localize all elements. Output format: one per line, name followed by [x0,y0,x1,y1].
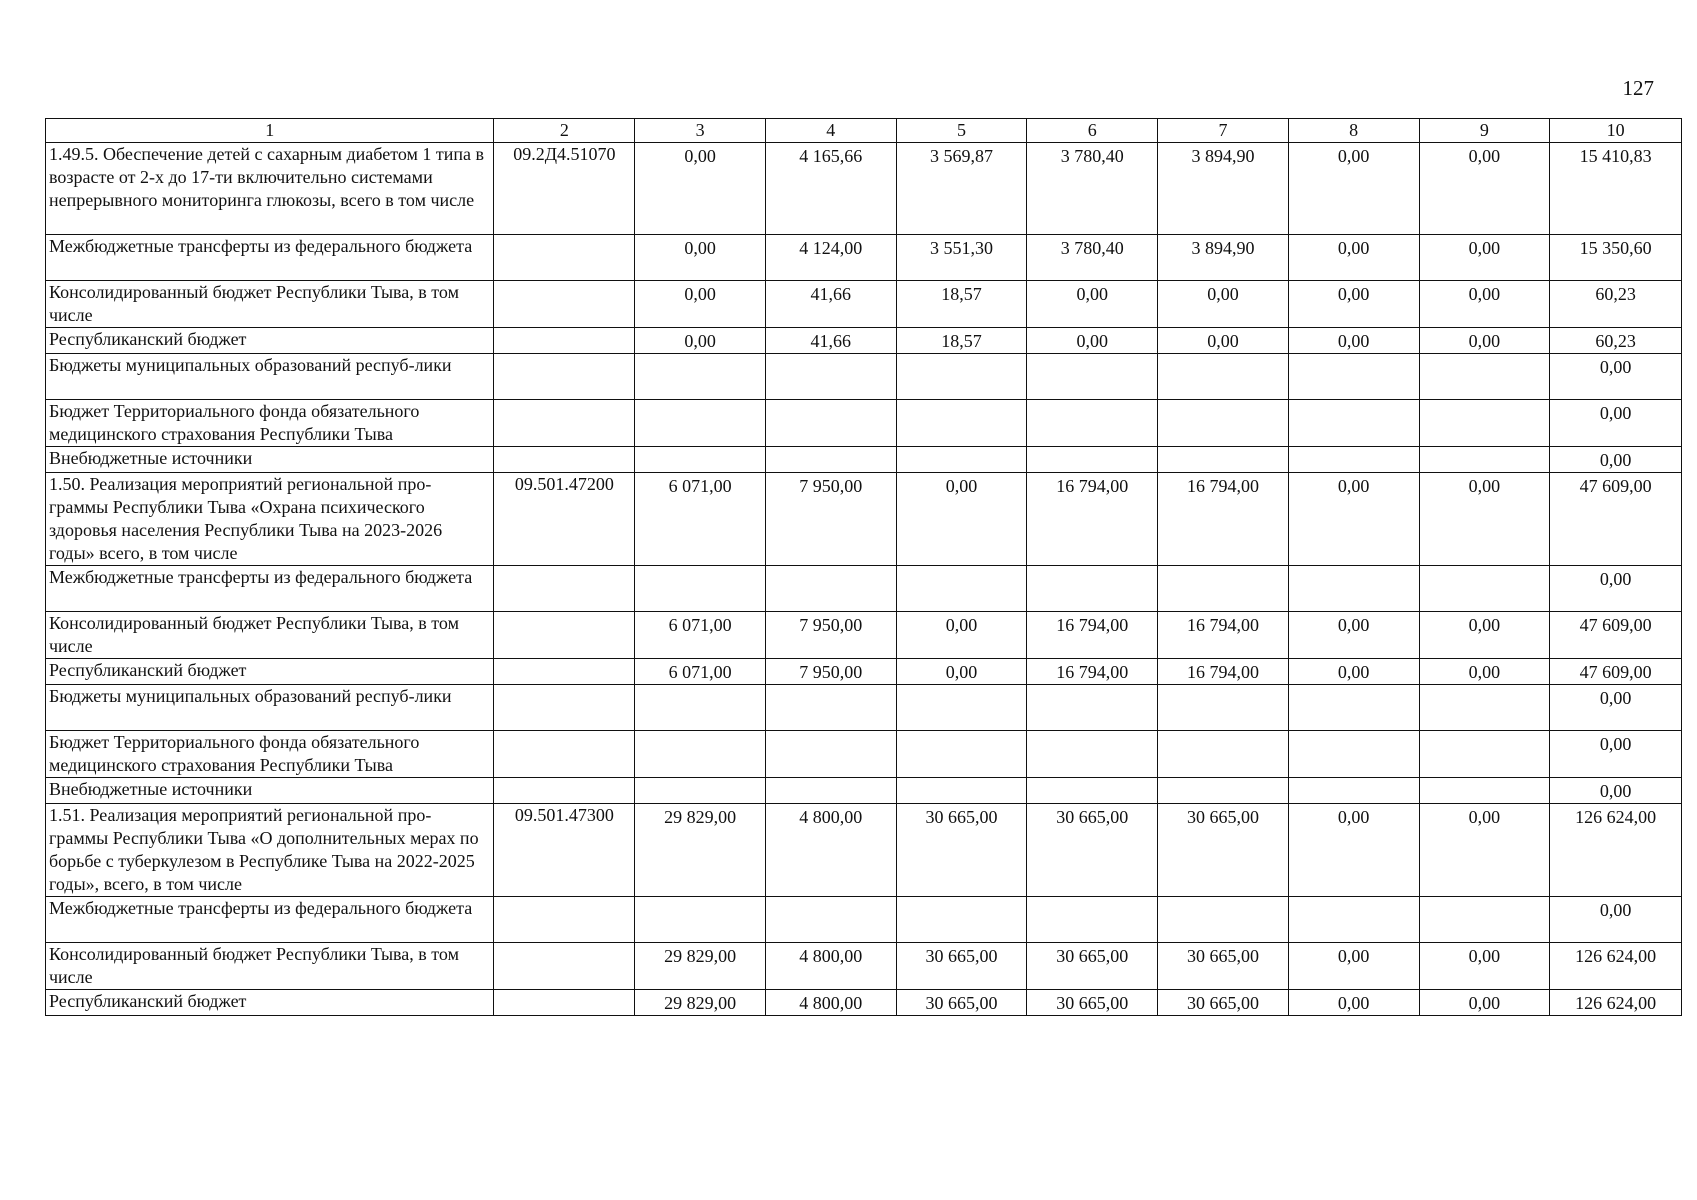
value-cell [1419,400,1550,447]
budget-code [494,281,635,328]
value-cell: 0,00 [635,235,766,281]
value-cell: 30 665,00 [896,943,1027,990]
value-cell [765,354,896,400]
value-cell [1419,778,1550,804]
value-cell [1158,354,1289,400]
table-row [46,235,1682,281]
value-cell [765,685,896,731]
value-cell: 4 800,00 [765,990,896,1016]
table-row [46,354,1682,400]
value-cell [765,566,896,612]
value-cell: 30 665,00 [896,990,1027,1016]
value-cell [896,778,1027,804]
row-label: 1.49.5. Обеспечение детей с сахарным диабетом 1 типа в возрасте от 2-х до 17-ти включительно системами непрерывного мониторинга глюкозы, всего в том числе [46,143,494,235]
table-row [46,897,1682,943]
value-cell [1419,897,1550,943]
value-cell [1027,897,1158,943]
column-header: 6 [1027,119,1158,143]
value-cell: 0,00 [1550,566,1682,612]
row-label: Внебюджетные источники [46,447,494,473]
budget-code [494,897,635,943]
value-cell [765,400,896,447]
value-cell: 0,00 [635,328,766,354]
budget-code: 09.501.47200 [494,473,635,566]
value-cell [1027,447,1158,473]
value-cell: 0,00 [1550,897,1682,943]
value-cell [1419,354,1550,400]
value-cell: 18,57 [896,328,1027,354]
value-cell [1027,731,1158,778]
value-cell [1158,731,1289,778]
value-cell [1027,400,1158,447]
value-cell [635,731,766,778]
value-cell [1027,566,1158,612]
value-cell: 30 665,00 [1158,943,1289,990]
budget-code [494,566,635,612]
value-cell: 60,23 [1550,281,1682,328]
budget-code [494,943,635,990]
value-cell: 4 124,00 [765,235,896,281]
row-label: Республиканский бюджет [46,659,494,685]
row-label: Межбюджетные трансферты из федерального бюджета [46,235,494,281]
value-cell [635,778,766,804]
value-cell: 7 950,00 [765,659,896,685]
budget-code [494,612,635,659]
column-header: 4 [765,119,896,143]
value-cell: 0,00 [1419,943,1550,990]
column-header: 9 [1419,119,1550,143]
row-label: 1.51. Реализация мероприятий региональной про-граммы Республики Тыва «О дополнительных мерах по борьбе с туберкулезом в Республике Тыва на 2022-2025 годы», всего, в том числе [46,804,494,897]
table-row [46,473,1682,566]
value-cell: 0,00 [1419,804,1550,897]
budget-code [494,731,635,778]
value-cell: 0,00 [1288,281,1419,328]
value-cell [896,400,1027,447]
value-cell [896,354,1027,400]
table-row [46,612,1682,659]
value-cell [635,685,766,731]
table-row [46,447,1682,473]
value-cell: 0,00 [1419,612,1550,659]
table-row [46,778,1682,804]
value-cell [1027,778,1158,804]
value-cell: 6 071,00 [635,612,766,659]
row-label: Консолидированный бюджет Республики Тыва, в том числе [46,612,494,659]
budget-code [494,328,635,354]
value-cell [1288,778,1419,804]
value-cell [635,897,766,943]
value-cell [1288,731,1419,778]
row-label: Бюджеты муниципальных образований респуб-лики [46,685,494,731]
value-cell: 16 794,00 [1158,659,1289,685]
table-body [46,143,1682,1016]
value-cell [1419,447,1550,473]
value-cell: 30 665,00 [1158,990,1289,1016]
value-cell: 0,00 [1550,731,1682,778]
budget-code: 09.2Д4.51070 [494,143,635,235]
value-cell: 0,00 [1288,473,1419,566]
table-row [46,566,1682,612]
value-cell [896,731,1027,778]
value-cell [896,897,1027,943]
value-cell: 0,00 [1288,990,1419,1016]
table-row [46,143,1682,235]
value-cell: 0,00 [1288,328,1419,354]
table-row [46,731,1682,778]
row-label: Бюджет Территориального фонда обязательного медицинского страхования Республики Тыва [46,731,494,778]
value-cell: 6 071,00 [635,473,766,566]
value-cell: 16 794,00 [1027,659,1158,685]
value-cell: 0,00 [1027,281,1158,328]
value-cell: 16 794,00 [1158,473,1289,566]
value-cell [765,778,896,804]
budget-code [494,778,635,804]
row-label: Консолидированный бюджет Республики Тыва, в том числе [46,943,494,990]
value-cell: 0,00 [635,143,766,235]
value-cell: 30 665,00 [1027,990,1158,1016]
value-cell: 0,00 [896,659,1027,685]
column-header: 5 [896,119,1027,143]
row-label: Республиканский бюджет [46,990,494,1016]
value-cell [635,400,766,447]
value-cell: 30 665,00 [896,804,1027,897]
value-cell: 0,00 [1419,473,1550,566]
budget-code [494,685,635,731]
value-cell [765,731,896,778]
table-row [46,804,1682,897]
value-cell [1027,354,1158,400]
value-cell: 0,00 [1550,400,1682,447]
budget-code: 09.501.47300 [494,804,635,897]
value-cell [1158,566,1289,612]
value-cell: 16 794,00 [1027,473,1158,566]
table-row [46,328,1682,354]
value-cell [1288,354,1419,400]
value-cell: 30 665,00 [1158,804,1289,897]
value-cell: 60,23 [1550,328,1682,354]
column-header: 1 [46,119,494,143]
value-cell [1288,566,1419,612]
row-label: Республиканский бюджет [46,328,494,354]
value-cell: 30 665,00 [1027,943,1158,990]
value-cell [1288,447,1419,473]
value-cell: 7 950,00 [765,473,896,566]
column-header: 8 [1288,119,1419,143]
value-cell [635,354,766,400]
value-cell: 7 950,00 [765,612,896,659]
value-cell: 126 624,00 [1550,943,1682,990]
value-cell: 41,66 [765,281,896,328]
value-cell: 0,00 [1419,143,1550,235]
value-cell [765,897,896,943]
value-cell: 3 894,90 [1158,143,1289,235]
value-cell: 3 569,87 [896,143,1027,235]
value-cell: 4 165,66 [765,143,896,235]
value-cell [1158,685,1289,731]
value-cell [1288,685,1419,731]
budget-table [45,118,1682,1016]
value-cell: 29 829,00 [635,804,766,897]
value-cell: 0,00 [1288,143,1419,235]
value-cell: 16 794,00 [1158,612,1289,659]
value-cell: 0,00 [1419,281,1550,328]
value-cell: 18,57 [896,281,1027,328]
value-cell: 41,66 [765,328,896,354]
value-cell [1419,685,1550,731]
value-cell: 3 780,40 [1027,235,1158,281]
value-cell: 3 780,40 [1027,143,1158,235]
value-cell: 0,00 [1288,804,1419,897]
value-cell: 0,00 [1027,328,1158,354]
value-cell: 16 794,00 [1027,612,1158,659]
value-cell: 29 829,00 [635,990,766,1016]
row-label: 1.50. Реализация мероприятий региональной про-граммы Республики Тыва «Охрана психического здоровья населения Республики Тыва на 2023-2026 годы» всего, в том числе [46,473,494,566]
table-row [46,685,1682,731]
value-cell [1158,778,1289,804]
value-cell [896,685,1027,731]
column-header: 7 [1158,119,1289,143]
value-cell: 47 609,00 [1550,659,1682,685]
value-cell [1158,447,1289,473]
value-cell: 0,00 [1419,990,1550,1016]
value-cell [896,447,1027,473]
value-cell: 29 829,00 [635,943,766,990]
column-header: 3 [635,119,766,143]
value-cell: 15 410,83 [1550,143,1682,235]
value-cell: 0,00 [1288,943,1419,990]
value-cell: 0,00 [635,281,766,328]
value-cell: 0,00 [896,612,1027,659]
row-label: Бюджеты муниципальных образований респуб-лики [46,354,494,400]
budget-code [494,447,635,473]
value-cell: 4 800,00 [765,943,896,990]
value-cell: 6 071,00 [635,659,766,685]
value-cell: 0,00 [1288,612,1419,659]
budget-code [494,659,635,685]
value-cell [635,566,766,612]
value-cell: 30 665,00 [1027,804,1158,897]
value-cell: 0,00 [1288,235,1419,281]
value-cell: 126 624,00 [1550,804,1682,897]
value-cell: 0,00 [1419,659,1550,685]
value-cell [1158,897,1289,943]
row-label: Бюджет Территориального фонда обязательного медицинского страхования Республики Тыва [46,400,494,447]
row-label: Межбюджетные трансферты из федерального бюджета [46,897,494,943]
row-label: Консолидированный бюджет Республики Тыва, в том числе [46,281,494,328]
table-row [46,659,1682,685]
value-cell: 47 609,00 [1550,612,1682,659]
value-cell [1158,400,1289,447]
value-cell [1288,400,1419,447]
page-number: 127 [1622,76,1654,100]
value-cell: 0,00 [1158,328,1289,354]
table-row [46,281,1682,328]
row-label: Межбюджетные трансферты из федерального бюджета [46,566,494,612]
budget-code [494,235,635,281]
value-cell: 0,00 [896,473,1027,566]
table-row [46,400,1682,447]
value-cell [1419,731,1550,778]
value-cell: 0,00 [1419,328,1550,354]
column-header: 10 [1550,119,1682,143]
value-cell [1288,897,1419,943]
value-cell: 0,00 [1419,235,1550,281]
value-cell [1419,566,1550,612]
value-cell: 3 551,30 [896,235,1027,281]
value-cell: 47 609,00 [1550,473,1682,566]
table-row [46,943,1682,990]
column-header: 2 [494,119,635,143]
value-cell [1027,685,1158,731]
value-cell: 3 894,90 [1158,235,1289,281]
value-cell: 0,00 [1550,447,1682,473]
value-cell: 0,00 [1550,354,1682,400]
value-cell: 126 624,00 [1550,990,1682,1016]
row-label: Внебюджетные источники [46,778,494,804]
value-cell: 4 800,00 [765,804,896,897]
budget-code [494,354,635,400]
value-cell: 0,00 [1550,685,1682,731]
value-cell [765,447,896,473]
value-cell: 0,00 [1288,659,1419,685]
value-cell: 15 350,60 [1550,235,1682,281]
value-cell: 0,00 [1158,281,1289,328]
column-number-row [46,119,1682,143]
table-row [46,990,1682,1016]
budget-code [494,400,635,447]
value-cell [635,447,766,473]
value-cell [896,566,1027,612]
value-cell: 0,00 [1550,778,1682,804]
budget-code [494,990,635,1016]
